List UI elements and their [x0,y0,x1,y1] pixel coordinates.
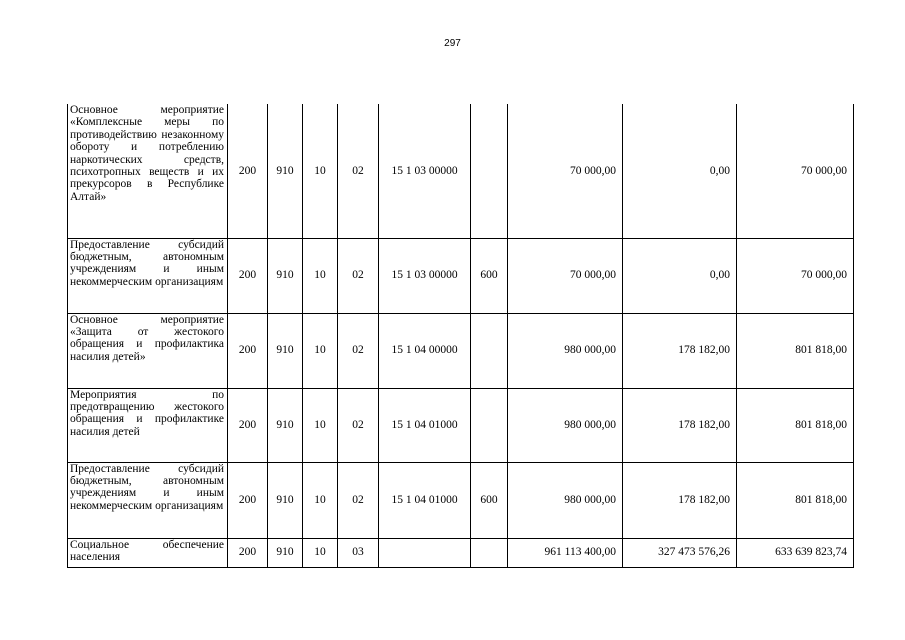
table-row [68,104,854,238]
expense-type-cell [471,388,508,462]
section-cell: 10 [303,238,338,313]
planned-amount-cell: 70 000,00 [508,104,623,238]
section-cell: 10 [303,104,338,238]
expense-type-cell: 600 [471,238,508,313]
target-article-cell: 15 1 04 01000 [379,462,471,538]
target-article-cell: 15 1 03 00000 [379,104,471,238]
admin-code-cell: 200 [228,388,268,462]
section-cell: 10 [303,538,338,567]
expense-type-cell [471,104,508,238]
target-article-cell: 15 1 03 00000 [379,238,471,313]
admin-code-cell: 200 [228,104,268,238]
row-name-cell: Предоставление субсидий бюджетным, автономным учреждениям и иным некоммерческим организациям [68,462,228,538]
subsection-cell: 02 [338,104,379,238]
remainder-amount-cell: 70 000,00 [737,238,854,313]
executed-amount-cell: 178 182,00 [623,462,737,538]
table-row [68,388,854,462]
admin-code-cell: 200 [228,462,268,538]
ministry-code-cell: 910 [268,538,303,567]
subsection-cell: 02 [338,313,379,388]
executed-amount-cell: 327 473 576,26 [623,538,737,567]
remainder-amount-cell: 801 818,00 [737,462,854,538]
table-row [68,462,854,538]
page-number: 297 [444,38,461,49]
remainder-amount-cell: 801 818,00 [737,388,854,462]
admin-code-cell: 200 [228,238,268,313]
row-name-cell: Социальное обеспечение населения [68,538,228,567]
expense-type-cell [471,538,508,567]
planned-amount-cell: 980 000,00 [508,388,623,462]
planned-amount-cell: 70 000,00 [508,238,623,313]
section-cell: 10 [303,313,338,388]
planned-amount-cell: 961 113 400,00 [508,538,623,567]
ministry-code-cell: 910 [268,238,303,313]
ministry-code-cell: 910 [268,388,303,462]
executed-amount-cell: 178 182,00 [623,388,737,462]
target-article-cell: 15 1 04 00000 [379,313,471,388]
executed-amount-cell: 0,00 [623,104,737,238]
ministry-code-cell: 910 [268,313,303,388]
row-name-cell: Мероприятия по предотвращению жестокого обращения и профилактике насилия детей [68,388,228,462]
target-article-cell [379,538,471,567]
budget-table [67,104,854,568]
executed-amount-cell: 0,00 [623,238,737,313]
row-name-cell: Предоставление субсидий бюджетным, автономным учреждениям и иным некоммерческим организациям [68,238,228,313]
admin-code-cell: 200 [228,313,268,388]
section-cell: 10 [303,462,338,538]
planned-amount-cell: 980 000,00 [508,313,623,388]
subsection-cell: 02 [338,462,379,538]
subsection-cell: 03 [338,538,379,567]
remainder-amount-cell: 801 818,00 [737,313,854,388]
table-row [68,313,854,388]
row-name-cell: Основное мероприятие «Защита от жестокого обращения и профилактика насилия детей» [68,313,228,388]
ministry-code-cell: 910 [268,104,303,238]
target-article-cell: 15 1 04 01000 [379,388,471,462]
row-name-cell: Основное мероприятие «Комплексные меры по противодействию незаконному обороту и потреблению наркотических средств, психотропных веществ и их прекурсоров в Республике Алтай» [68,104,228,238]
subsection-cell: 02 [338,388,379,462]
executed-amount-cell: 178 182,00 [623,313,737,388]
table-row [68,538,854,567]
planned-amount-cell: 980 000,00 [508,462,623,538]
table-row [68,238,854,313]
expense-type-cell [471,313,508,388]
remainder-amount-cell: 70 000,00 [737,104,854,238]
section-cell: 10 [303,388,338,462]
remainder-amount-cell: 633 639 823,74 [737,538,854,567]
admin-code-cell: 200 [228,538,268,567]
subsection-cell: 02 [338,238,379,313]
expense-type-cell: 600 [471,462,508,538]
ministry-code-cell: 910 [268,462,303,538]
